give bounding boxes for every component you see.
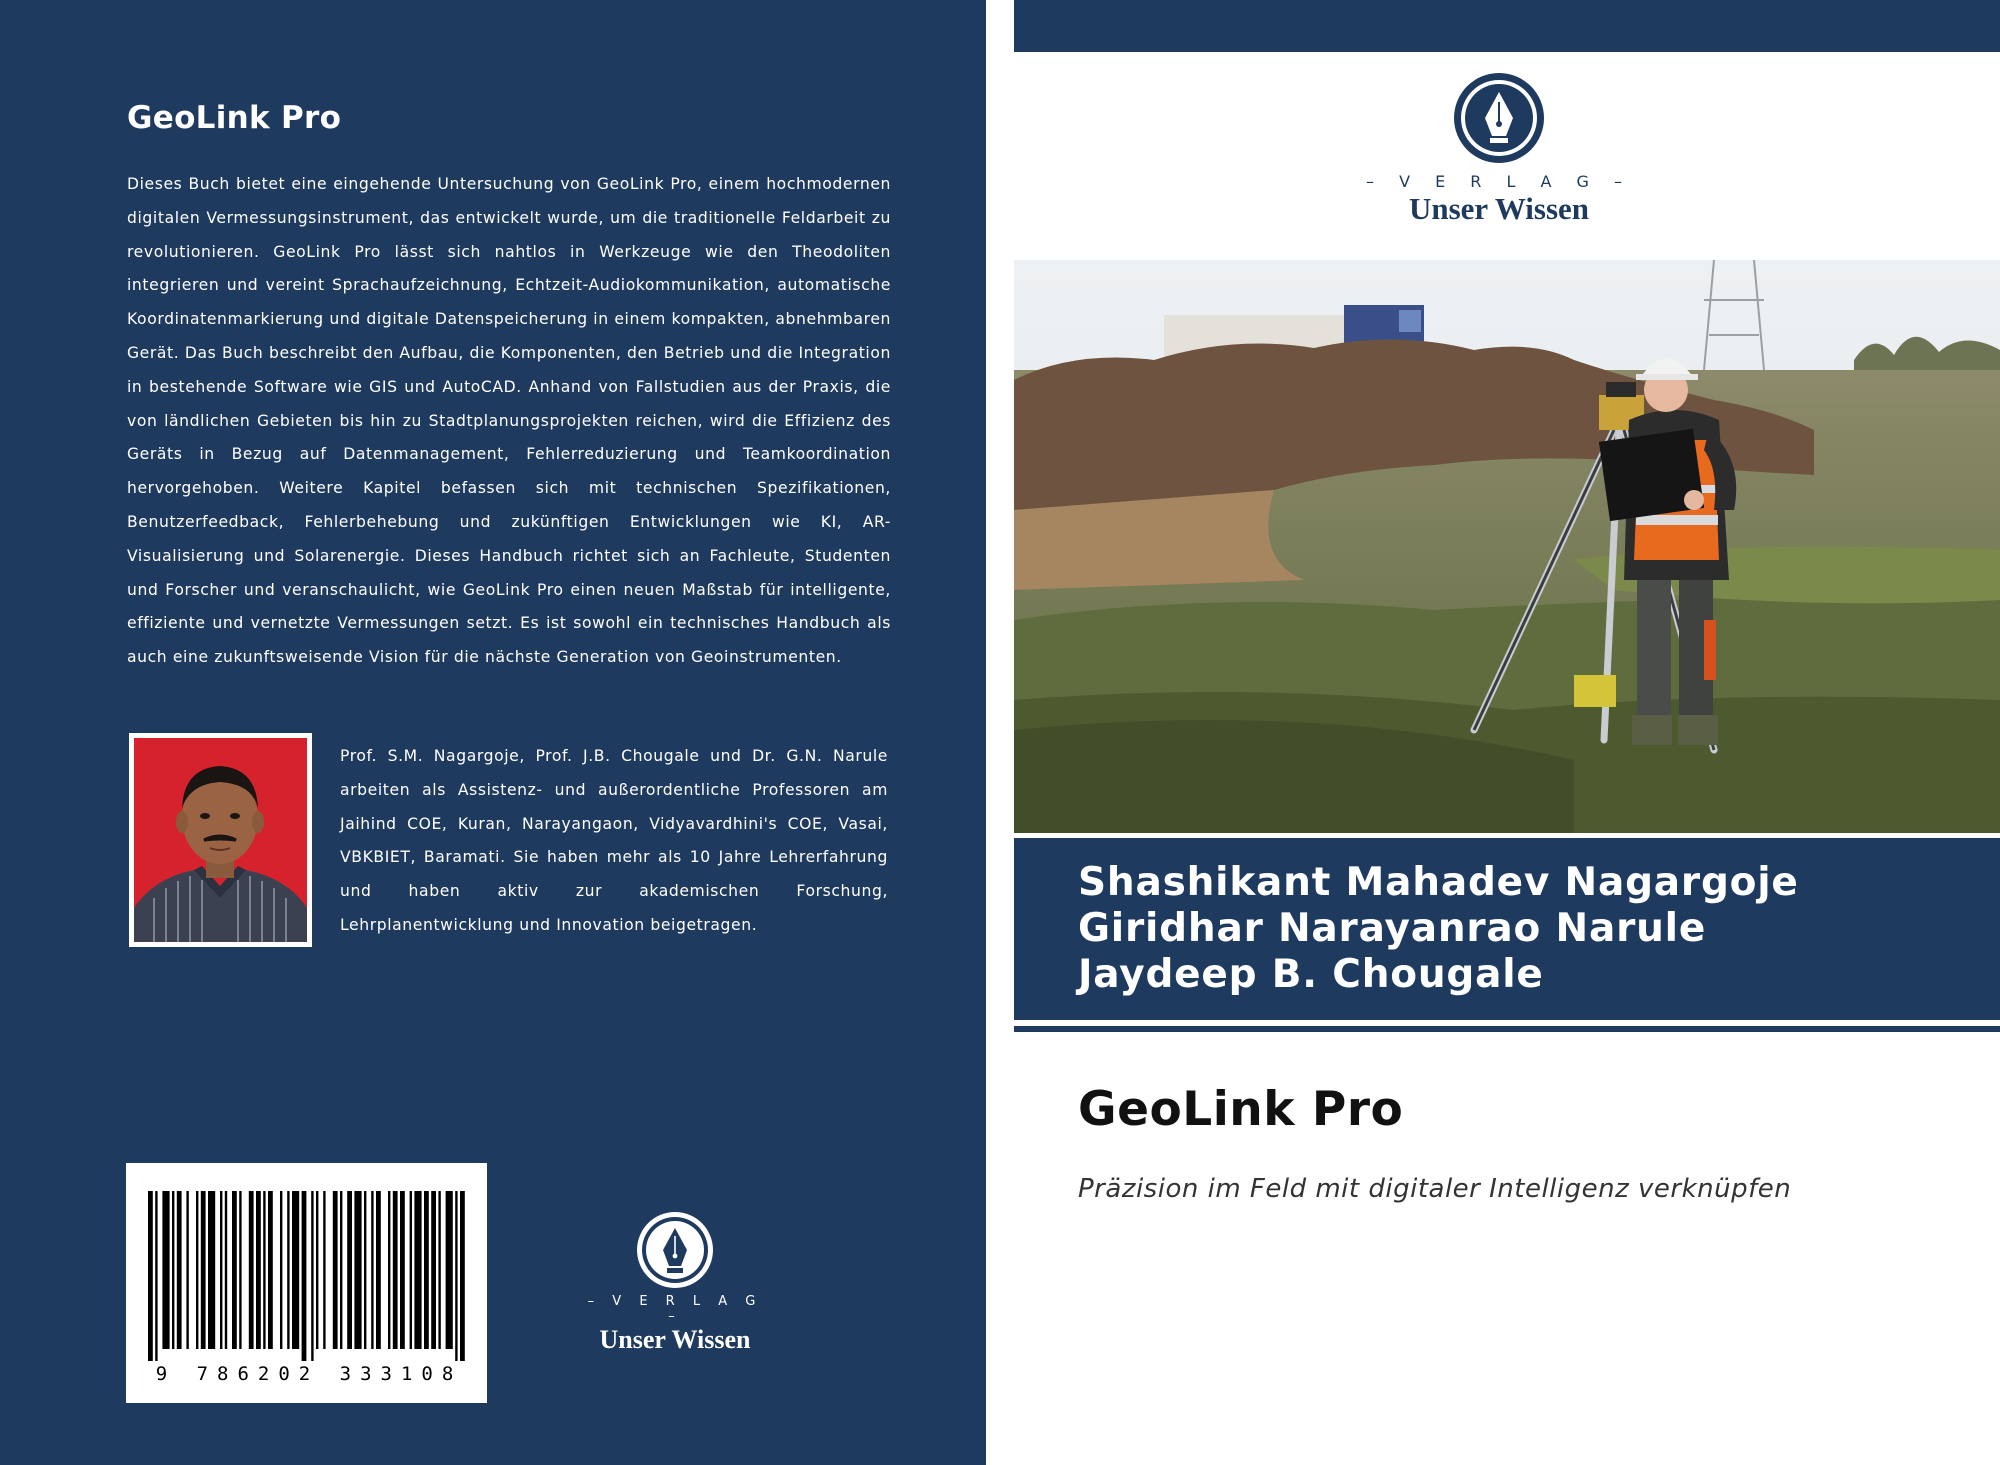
barcode-bar bbox=[280, 1191, 282, 1349]
barcode-bar bbox=[438, 1191, 440, 1349]
barcode-bar bbox=[347, 1191, 352, 1349]
barcode-bar bbox=[340, 1191, 342, 1349]
barcode-bar bbox=[292, 1191, 299, 1349]
barcode-bar bbox=[323, 1191, 325, 1349]
publisher-logo-back bbox=[580, 1210, 770, 1354]
barcode-bar bbox=[225, 1191, 227, 1349]
isbn-barcode bbox=[126, 1163, 487, 1403]
barcode-bar bbox=[268, 1191, 273, 1349]
barcode-bar bbox=[256, 1191, 261, 1349]
barcode-bar bbox=[162, 1191, 169, 1349]
author-name-3: Jaydeep B. Chougale bbox=[1078, 952, 1544, 997]
barcode-bar bbox=[333, 1191, 338, 1349]
fountain-pen-nib-icon bbox=[635, 1210, 715, 1290]
front-top-bar bbox=[1014, 0, 2000, 52]
barcode-bar bbox=[446, 1191, 453, 1349]
barcode-bar bbox=[249, 1191, 254, 1349]
spine-gap bbox=[986, 0, 1014, 1465]
divider-line bbox=[1014, 1026, 2000, 1032]
cover-photo-surveyor bbox=[1014, 260, 2000, 833]
barcode-bar bbox=[302, 1191, 307, 1361]
barcode-bar bbox=[311, 1191, 313, 1361]
publisher-name: Unser Wissen bbox=[599, 1325, 751, 1354]
barcode-bar bbox=[455, 1191, 457, 1361]
barcode-bars bbox=[148, 1191, 466, 1361]
barcode-bar bbox=[410, 1191, 412, 1349]
barcode-bar bbox=[148, 1191, 153, 1361]
front-cover bbox=[1014, 0, 2000, 1465]
barcode-bar bbox=[371, 1191, 373, 1349]
barcode-bar bbox=[414, 1191, 421, 1349]
author-bio: Prof. S.M. Nagargoje, Prof. J.B. Chougale und Dr. G.N. Narule arbeiten als Assistenz- und außerordentliche Professoren am Jaihind COE, Kuran, Narayangaon, Vidyavardhini's COE, Vasai, VBKBIET, Baramati. Sie haben mehr als 10 Jahre Lehrerfahrung und haben aktiv zur akademischen Forschung, Lehrplanentwicklung und Innovation beigetragen. bbox=[340, 747, 888, 934]
book-description: Dieses Buch bietet eine eingehende Untersuchung von GeoLink Pro, einem hochmodernen digitalen Vermessungsinstrument, das entwickelt wurde, um die traditionelle Feldarbeit zu revolutionieren. GeoLink Pro lässt sich nahtlos in Werkzeuge wie den Theodoliten integrieren und vereint Sprachaufzeichnung, Echtzeit-Audiokommunikation, automatische Koordinatenmarkierung und digitale Datenspeicherung in einem kompakten, abnehmbaren Gerät. Das Buch beschreibt den Aufbau, die Komponenten, den Betrieb und die Integration in bestehende Software wie GIS und AutoCAD. Anhand von Fallstudien aus der Praxis, die von ländlichen Gebieten bis hin zu Stadtplanungsprojekten reichen, wird die Effizienz des Geräts in Bezug auf Datenmanagement, Fehlerreduzierung und Teamkoordination hervorgehoben. Weitere Kapitel befassen sich mit technischen Spezifikationen, Benutzerfeedback, Fehlerbehebung und zukünftigen Entwicklungen wie KI, AR-Visualisierung und Solarenergie. Dieses Handbuch richtet sich an Fachleute, Studenten und Forscher und veranschaulicht, wie GeoLink Pro einen neuen Maßstab für intelligente, effiziente und vernetzte Vermessungen setzt. Es ist sowohl ein technisches Handbuch als auch eine zukunftsweisende Vision für die nächste Generation von Geoinstrumenten. bbox=[127, 175, 891, 667]
publisher-verlag-label: – V E R L A G – bbox=[587, 1294, 763, 1324]
barcode-bar bbox=[196, 1191, 198, 1349]
authors-band bbox=[1014, 838, 2000, 1020]
publisher-logo-front bbox=[1364, 72, 1634, 226]
barcode-bar bbox=[393, 1191, 398, 1349]
author-photo bbox=[129, 733, 312, 947]
publisher-verlag-label: – V E R L A G – bbox=[1365, 172, 1633, 191]
barcode-bar bbox=[263, 1191, 265, 1349]
book-title: GeoLink Pro bbox=[1078, 1082, 1404, 1137]
barcode-bar bbox=[460, 1191, 465, 1361]
barcode-bar bbox=[186, 1191, 188, 1349]
barcode-bar bbox=[201, 1191, 206, 1349]
isbn-digits: 9 786202 333108 bbox=[155, 1363, 463, 1385]
barcode-bar bbox=[316, 1191, 318, 1349]
barcode-bar bbox=[232, 1191, 237, 1349]
publisher-name: Unser Wissen bbox=[1408, 191, 1590, 226]
barcode-bar bbox=[400, 1191, 405, 1349]
barcode-bar bbox=[388, 1191, 390, 1349]
author-portrait-image bbox=[134, 738, 307, 942]
barcode-bar bbox=[220, 1191, 222, 1349]
fountain-pen-nib-icon bbox=[1453, 72, 1545, 164]
barcode-bar bbox=[177, 1191, 182, 1349]
barcode-bar bbox=[376, 1191, 381, 1349]
barcode-bar bbox=[354, 1191, 361, 1349]
barcode-bar bbox=[208, 1191, 215, 1349]
author-name-1: Shashikant Mahadev Nagargoje bbox=[1078, 860, 1799, 905]
surveyor-with-tripod-image bbox=[1014, 260, 2000, 833]
back-cover-title: GeoLink Pro bbox=[127, 100, 342, 136]
barcode-bar bbox=[155, 1191, 157, 1361]
author-name-2: Giridhar Narayanrao Narule bbox=[1078, 906, 1707, 951]
barcode-bar bbox=[287, 1191, 289, 1349]
barcode-bar bbox=[431, 1191, 436, 1349]
back-cover bbox=[0, 0, 986, 1465]
barcode-bar bbox=[424, 1191, 429, 1349]
barcode-bar bbox=[364, 1191, 366, 1349]
barcode-bar bbox=[172, 1191, 174, 1349]
barcode-bar bbox=[239, 1191, 241, 1349]
book-subtitle: Präzision im Feld mit digitaler Intelligenz verknüpfen bbox=[1078, 1174, 1792, 1204]
